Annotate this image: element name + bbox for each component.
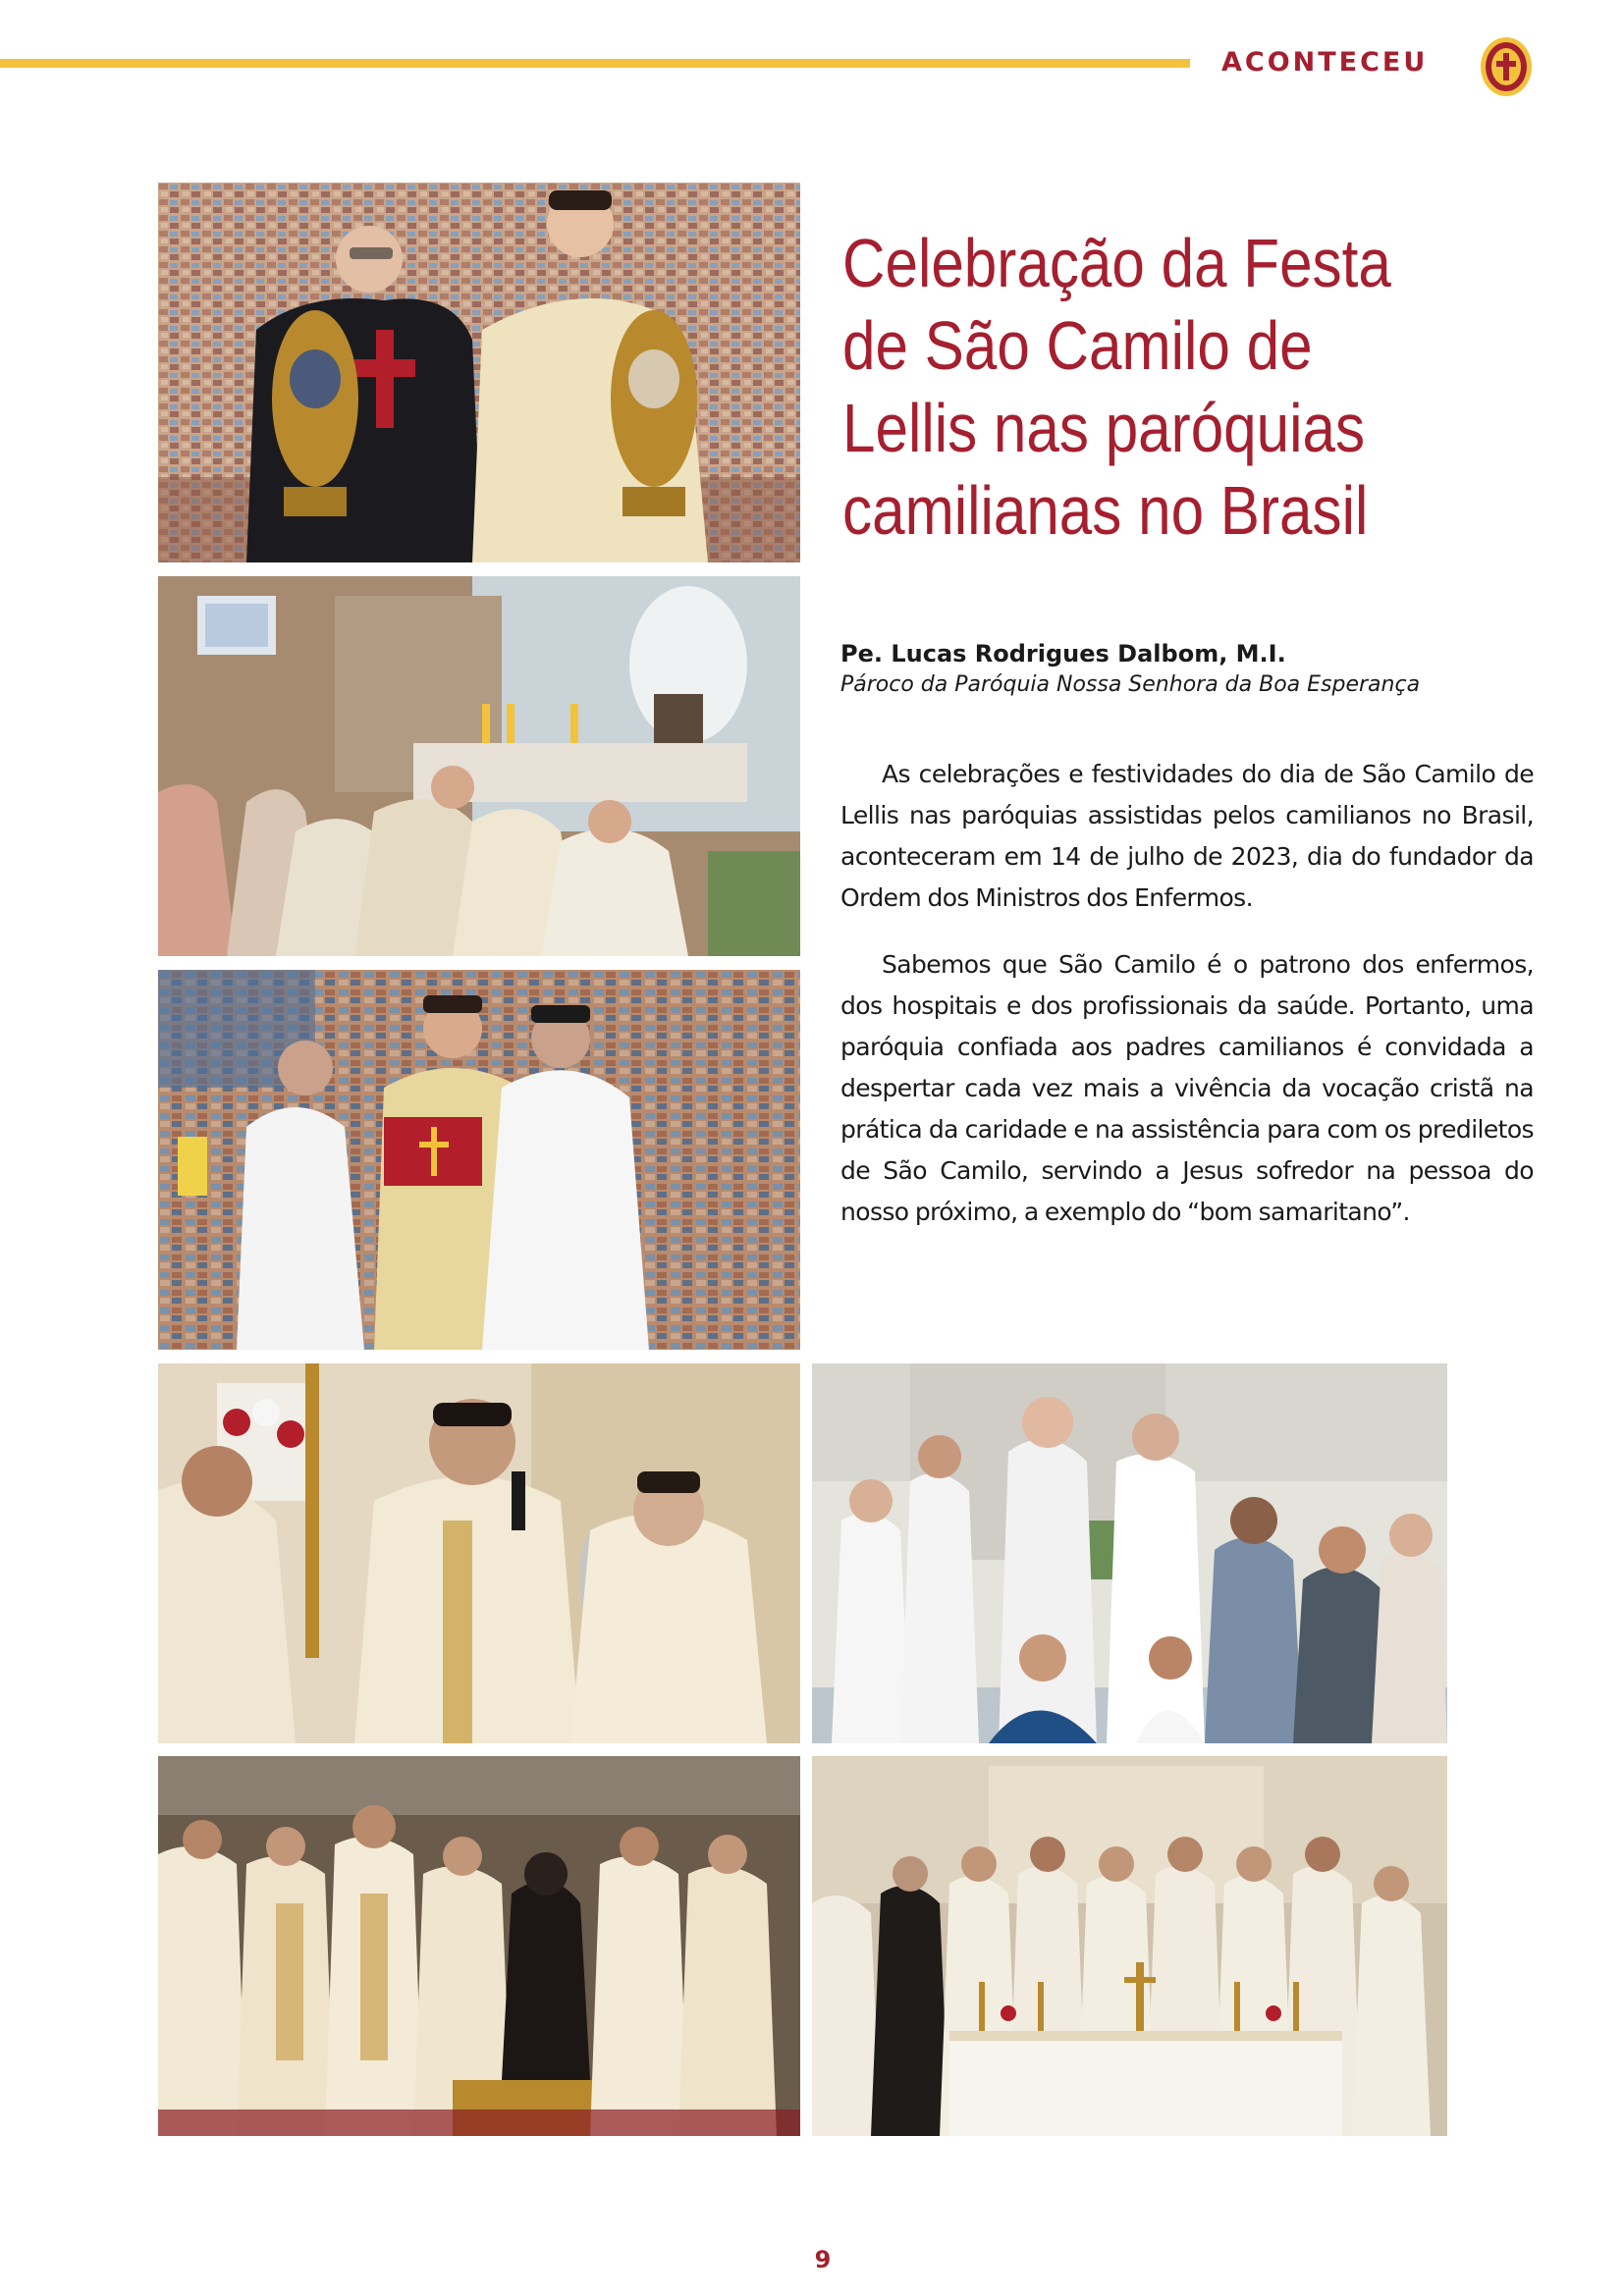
photo-priests-group-behind-altar: [812, 1756, 1447, 2136]
article-paragraph: As celebrações e festividades do dia de São Camilo de Lellis nas paróquias assistidas pelos camilianos no Brasil, aconteceram em 14 de julho de 2023, dia do fundador da Ordem dos Ministros dos Enfermos.: [840, 760, 1534, 912]
photo-priests-with-reliquaries: [158, 183, 800, 562]
camillian-red-cross-emblem-icon: [1479, 35, 1534, 98]
article-paragraph: Sabemos que São Camilo é o patrono dos enfermos, dos hospitais e dos profissionais da saúde. Portanto, uma paróquia confiada aos padres camilianos é convidada a despertar cada vez mais a vivência da vocação cristã na prática da caridade e na assistência para com os prediletos de São Camilo, servindo a Jesus sofredor na pessoa do nosso próximo, a exemplo do “bom samaritano”.: [840, 950, 1534, 1226]
photo-parish-group-at-altar: [812, 1363, 1447, 1743]
article-body: [840, 754, 1534, 1258]
author-role: Pároco da Paróquia Nossa Senhora da Boa Esperança: [840, 672, 1421, 697]
header-accent-rule: [0, 59, 1190, 68]
photo-priest-with-microphone: [158, 1363, 800, 1743]
page-number: 9: [814, 2246, 832, 2273]
article-title: Celebração da Festa de São Camilo de Lellis nas paróquias camilianas no Brasil: [842, 225, 1391, 549]
section-label: ACONTECEU: [1221, 47, 1429, 78]
photo-priest-reading-with-servers: [158, 970, 800, 1350]
photo-mass-church-interior: [158, 576, 800, 956]
photo-procession-priests-statue: [158, 1756, 800, 2136]
author-name: Pe. Lucas Rodrigues Dalbom, M.I.: [840, 640, 1286, 667]
